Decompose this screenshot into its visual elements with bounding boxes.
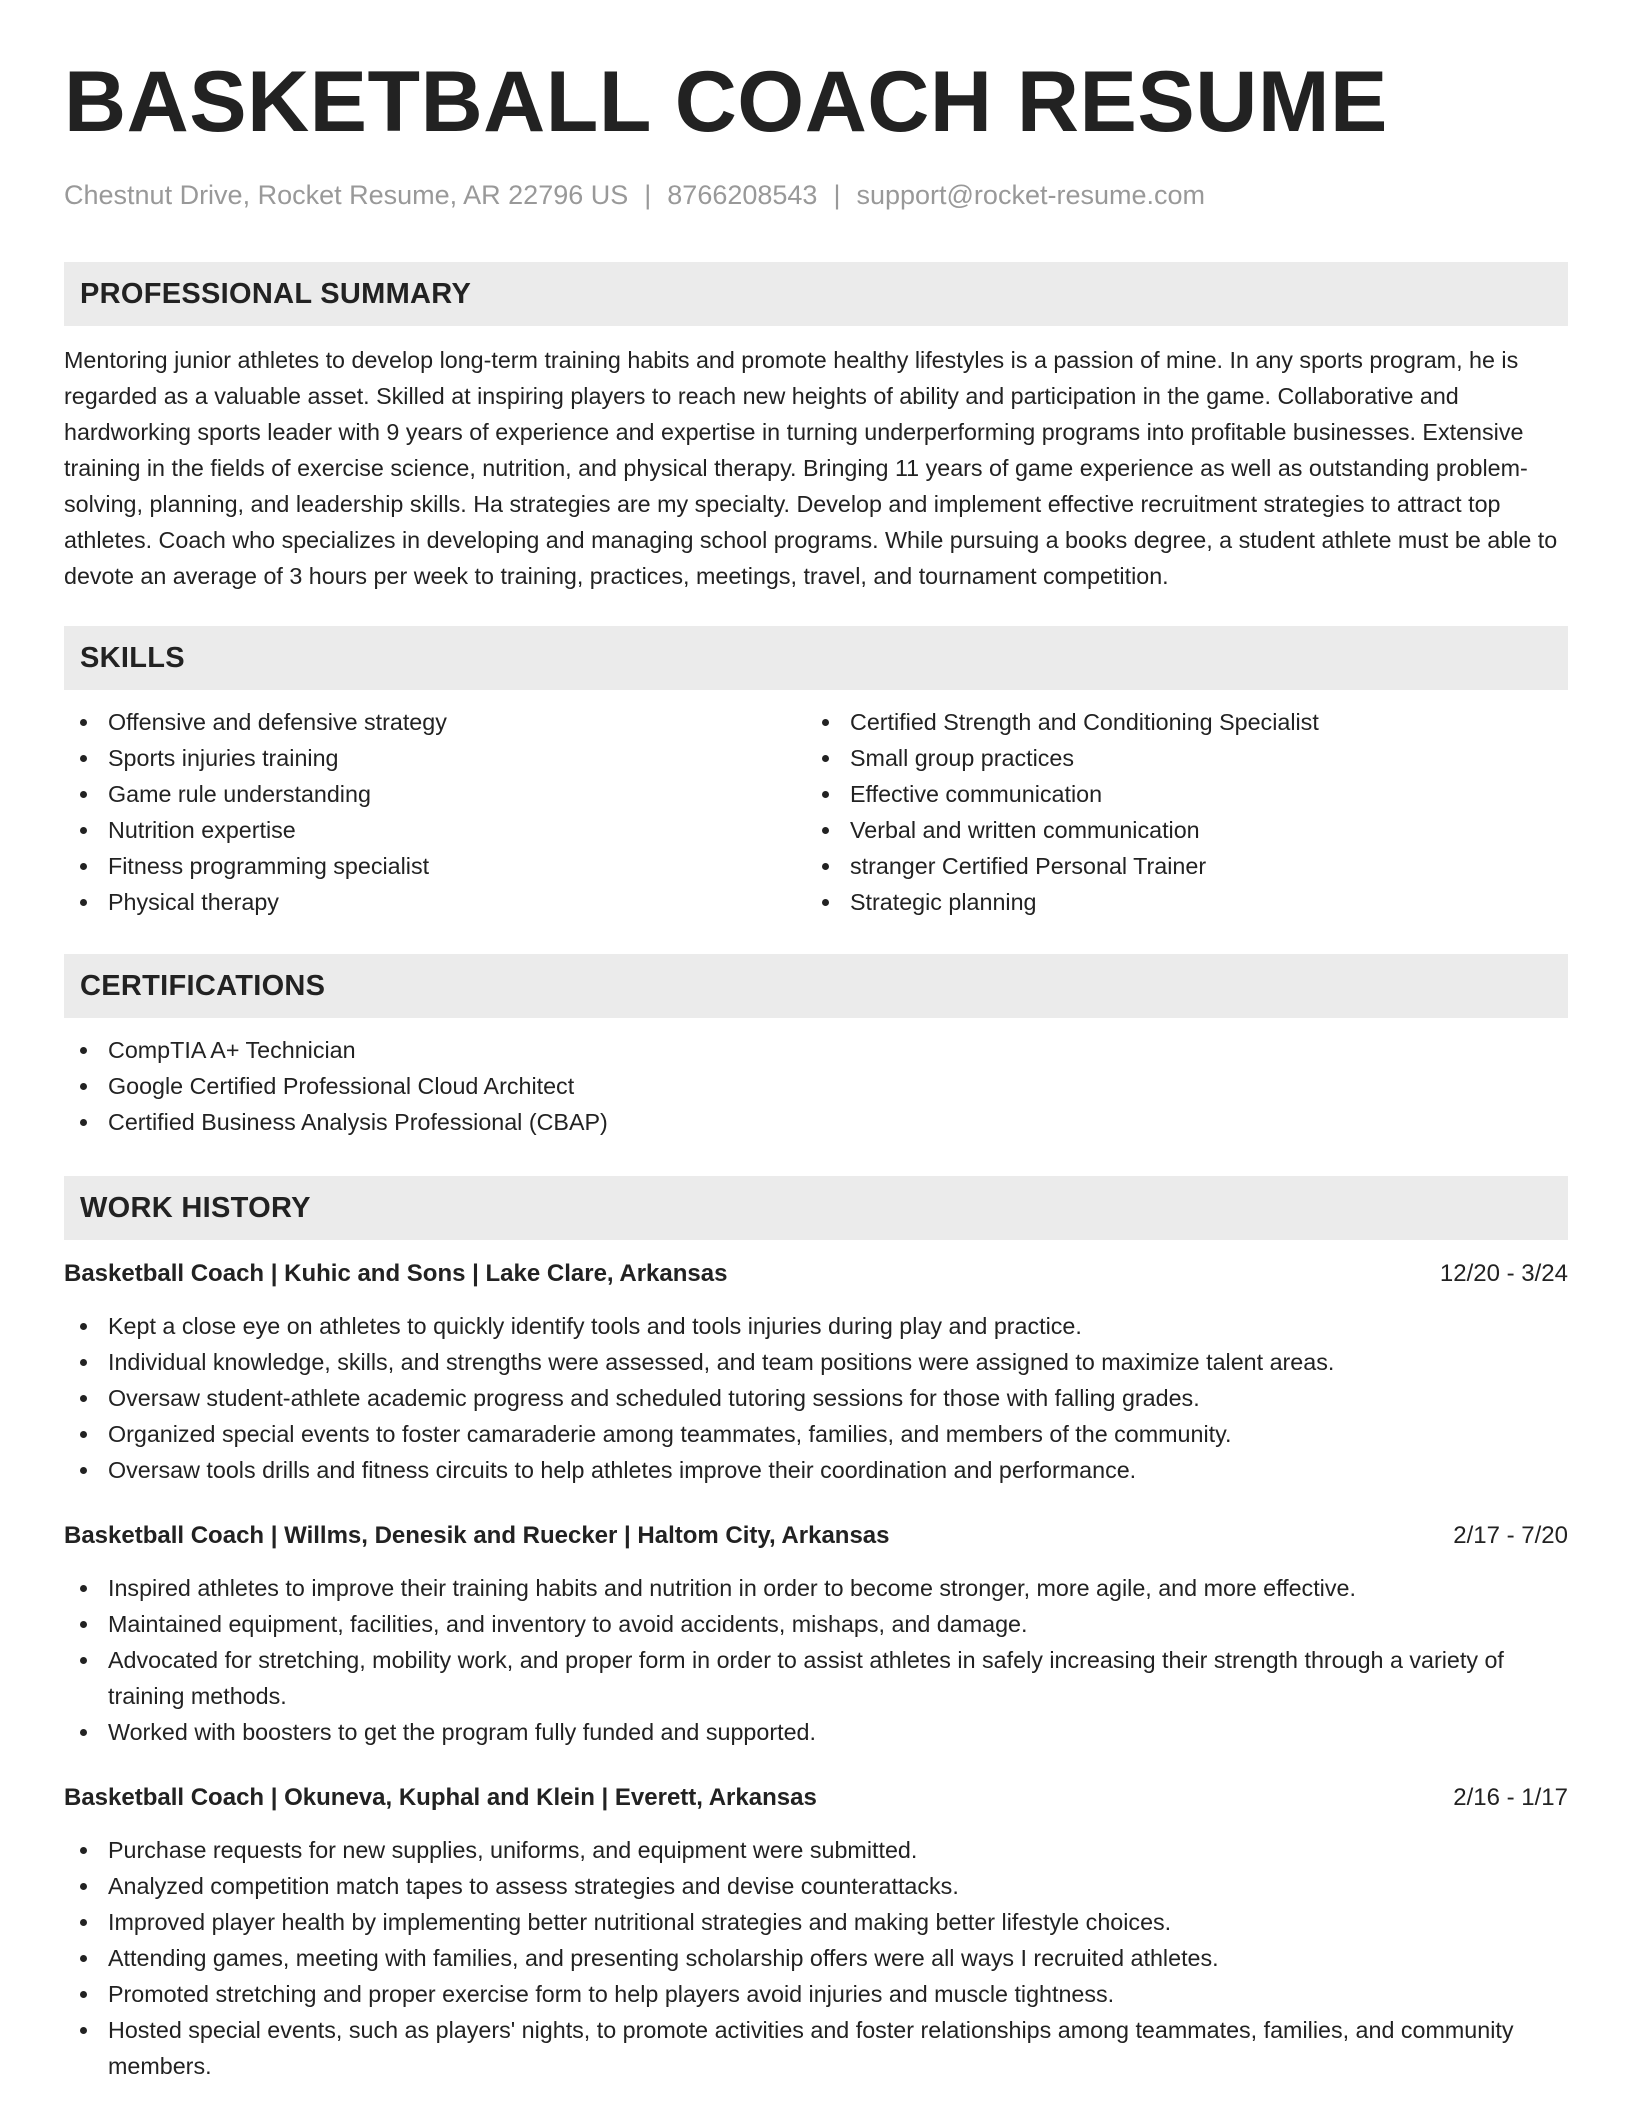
list-item: Maintained equipment, facilities, and inventory to avoid accidents, mishaps, and damage. [64, 1606, 1568, 1642]
list-item: Strategic planning [806, 884, 1548, 920]
list-item: Advocated for stretching, mobility work, and proper form in order to assist athletes in safely increasing their strength through a variety of training methods. [64, 1642, 1568, 1714]
certifications-section [64, 954, 1568, 1140]
job-header [64, 1256, 1568, 1292]
list-item: Offensive and defensive strategy [64, 704, 806, 740]
list-item: Effective communication [806, 776, 1548, 812]
resume-title: BASKETBALL COACH RESUME [64, 54, 1388, 150]
job-entry [64, 1518, 1568, 1750]
list-item: Sports injuries training [64, 740, 806, 776]
job-bullets [64, 1570, 1568, 1750]
job-header [64, 1780, 1568, 1816]
list-item: Physical therapy [64, 884, 806, 920]
section-heading: SKILLS [64, 626, 1568, 690]
list-item: Certified Business Analysis Professional (CBAP) [64, 1104, 1568, 1140]
list-item: Analyzed competition match tapes to assess strategies and devise counterattacks. [64, 1868, 1568, 1904]
contact-line [64, 178, 1568, 212]
list-item: Worked with boosters to get the program fully funded and supported. [64, 1714, 1568, 1750]
job-title: Basketball Coach | Willms, Denesik and Ruecker | Haltom City, Arkansas [64, 1522, 890, 1549]
job-entry [64, 1256, 1568, 1488]
list-item: Purchase requests for new supplies, uniforms, and equipment were submitted. [64, 1832, 1568, 1868]
list-item: Fitness programming specialist [64, 848, 806, 884]
list-item: stranger Certified Personal Trainer [806, 848, 1548, 884]
list-item: Organized special events to foster camaraderie among teammates, families, and members of the community. [64, 1416, 1568, 1452]
job-dates: 2/16 - 1/17 [1453, 1784, 1568, 1811]
certifications-list [64, 1032, 1568, 1140]
job-dates: 12/20 - 3/24 [1439, 1260, 1568, 1287]
section-heading: PROFESSIONAL SUMMARY [64, 262, 1568, 326]
section-heading: CERTIFICATIONS [64, 954, 1568, 1018]
job-title: Basketball Coach | Okuneva, Kuphal and Klein | Everett, Arkansas [64, 1784, 817, 1811]
contact-phone: 8766208543 [667, 180, 818, 210]
skills-list-right [806, 704, 1548, 920]
professional-summary-section [64, 262, 1568, 594]
job-list [64, 1256, 1568, 2084]
list-item: Nutrition expertise [64, 812, 806, 848]
list-item: Google Certified Professional Cloud Architect [64, 1068, 1568, 1104]
list-item: Verbal and written communication [806, 812, 1548, 848]
list-item: Oversaw student-athlete academic progress and scheduled tutoring sessions for those with falling grades. [64, 1380, 1568, 1416]
job-title: Basketball Coach | Kuhic and Sons | Lake Clare, Arkansas [64, 1260, 728, 1287]
list-item: Promoted stretching and proper exercise form to help players avoid injuries and muscle tightness. [64, 1976, 1568, 2012]
list-item: Game rule understanding [64, 776, 806, 812]
list-item: Hosted special events, such as players' nights, to promote activities and foster relationships among teammates, families, and community members. [64, 2012, 1568, 2084]
list-item: CompTIA A+ Technician [64, 1032, 1568, 1068]
skills-section [64, 626, 1568, 920]
list-item: Certified Strength and Conditioning Specialist [806, 704, 1548, 740]
list-item: Small group practices [806, 740, 1548, 776]
list-item: Kept a close eye on athletes to quickly identify tools and tools injuries during play and practice. [64, 1308, 1568, 1344]
contact-separator: | [644, 180, 652, 210]
work-history-section [64, 1176, 1568, 2084]
skills-list-left [64, 704, 806, 920]
job-dates: 2/17 - 7/20 [1453, 1522, 1568, 1549]
job-header [64, 1518, 1568, 1554]
job-bullets [64, 1308, 1568, 1488]
summary-text: Mentoring junior athletes to develop long-term training habits and promote healthy lifestyles is a passion of mine. In any sports program, he is regarded as a valuable asset. Skilled at inspiring players to reach new heights of ability and participation in the game. Collaborative and hardworking sports leader with 9 years of experience and expertise in turning underperforming programs into profitable businesses. Extensive training in the fields of exercise science, nutrition, and physical therapy. Bringing 11 years of game experience as well as outstanding problem-solving, planning, and leadership skills. Ha strategies are my specialty. Develop and implement effective recruitment strategies to attract top athletes. Coach who specializes in developing and managing school programs. While pursuing a books degree, a student athlete must be able to devote an average of 3 hours per week to training, practices, meetings, travel, and tournament competition. [64, 347, 1558, 589]
section-heading: WORK HISTORY [64, 1176, 1568, 1240]
list-item: Improved player health by implementing better nutritional strategies and making better lifestyle choices. [64, 1904, 1568, 1940]
resume-page [64, 0, 1568, 2084]
contact-address: Chestnut Drive, Rocket Resume, AR 22796 US [64, 180, 629, 210]
contact-email: support@rocket-resume.com [856, 180, 1205, 210]
list-item: Oversaw tools drills and fitness circuits to help athletes improve their coordination and performance. [64, 1452, 1568, 1488]
list-item: Individual knowledge, skills, and strengths were assessed, and team positions were assigned to maximize talent areas. [64, 1344, 1568, 1380]
list-item: Attending games, meeting with families, and presenting scholarship offers were all ways I recruited athletes. [64, 1940, 1568, 1976]
job-bullets [64, 1832, 1568, 2084]
job-entry [64, 1780, 1568, 2084]
list-item: Inspired athletes to improve their training habits and nutrition in order to become stronger, more agile, and more effective. [64, 1570, 1568, 1606]
skills-columns [64, 704, 1568, 920]
contact-separator: | [833, 180, 841, 210]
